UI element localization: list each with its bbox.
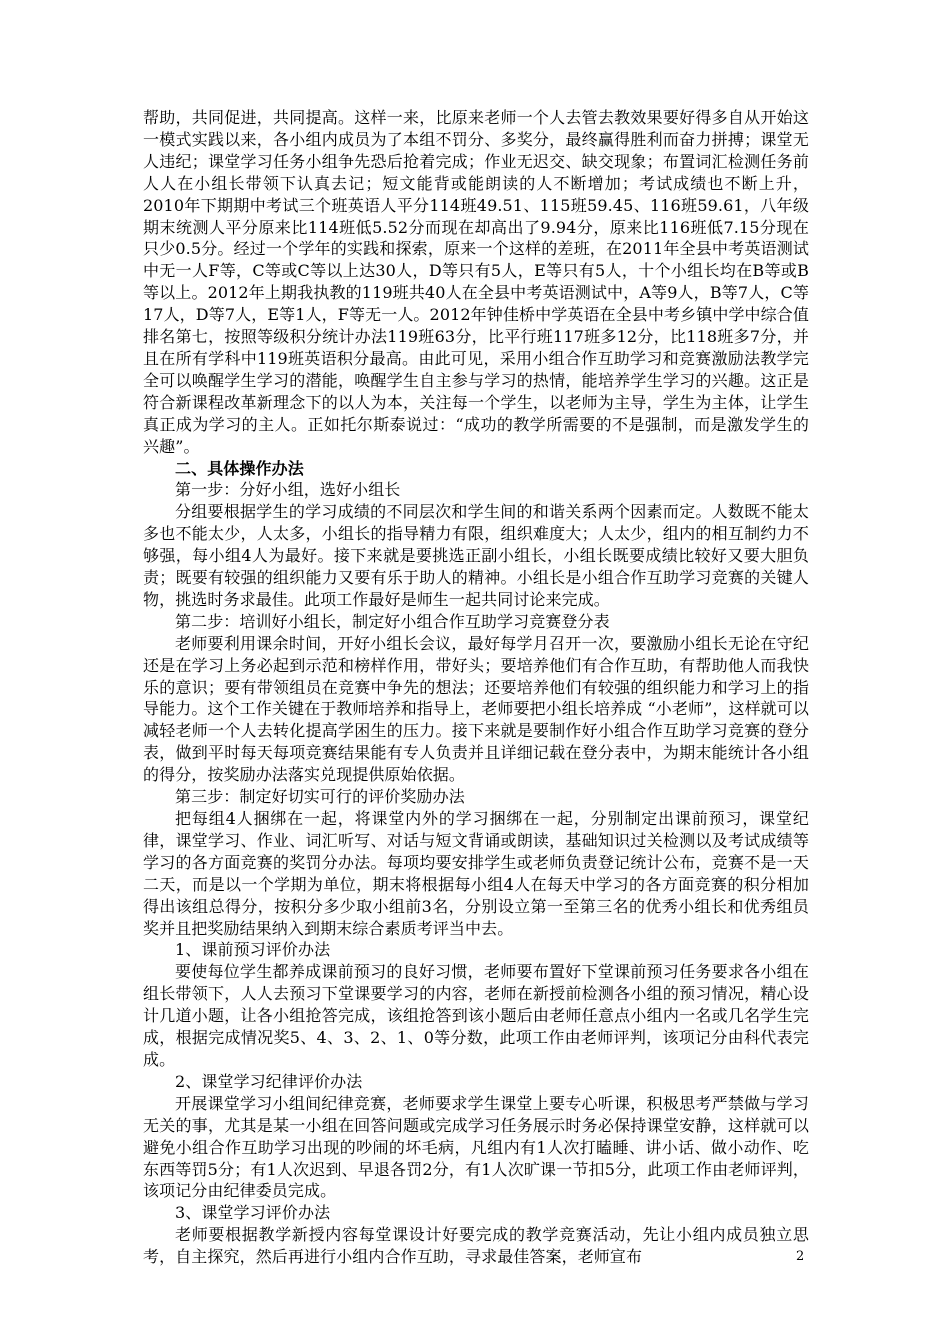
- body-paragraph: 帮助，共同促进，共同提高。这样一来，比原来老师一个人去管去教效果要好得多自从开始这一模式实践以来，各小组内成员为了本组不罚分、多奖分，最终赢得胜利而奋力拼搏；课堂无人违纪；课堂学习任务小组争先恐后抢着完成；作业无迟交、缺交现象；布置词汇检测任务前人人在小组长带领下认真去记；短文能背或能朗读的人不断增加；考试成绩也不断上升，2010年下期期中考试三个班英语人平分114班49.51、115班59.45、116班59.61，八年级期末统测人平分原来比114班低5.52分而现在却高出了9.94分，原来比116班低7.15分现在只少0.5分。经过一个学年的实践和探索，原来一个这样的差班，在2011年全县中考英语测试中无一人F等，C等或C等以上达30人，D等只有5人，E等只有5人，十个小组长均在B等或B等以上。2012年上期我执教的119班共40人在全县中考英语测试中，A等9人，B等7人，C等17人，D等7人，E等1人，F等无一人。2012年钟佳桥中学英语在全县中考乡镇中学中综合值排名第七，按照等级积分统计办法119班63分，比平行班117班多12分，比118班多7分，并且在所有学科中119班英语积分最高。由此可见，采用小组合作互助学习和竞赛激励法教学完全可以唤醒学生学习的潜能，唤醒学生自主参与学习的热情，能培养学生学习的兴趣。这正是符合新课程改革新理念下的以人为本，关注每一个学生，以老师为主导，学生为主体，让学生真正成为学习的主人。正如托尔斯泰说过：“成功的教学所需要的不是强制，而是激发学生的兴趣”。: [143, 108, 809, 456]
- step-heading: 第二步：培训好小组长，制定好小组合作互助学习竞赛登分表: [175, 611, 610, 631]
- page-number: 2: [796, 1249, 805, 1264]
- step-heading: 第三步：制定好切实可行的评价奖励办法: [175, 787, 465, 807]
- subsection-heading: 1、课前预习评价办法: [175, 940, 331, 960]
- subsection-heading: 3、课堂学习评价办法: [175, 1203, 331, 1223]
- step-heading: 第一步：分好小组，选好小组长: [175, 480, 401, 500]
- body-paragraph: 分组要根据学生的学习成绩的不同层次和学生间的和谐关系两个因素而定。人数既不能太多也不能太少，人太多，小组长的指导精力有限，组织难度大；人太少，组内的相互制约力不够强，每小组4人为最好。接下来就是要挑选正副小组长，小组长既要成绩比较好又要大胆负责；既要有较强的组织能力又要有乐于助人的精神。小组长是小组合作互助学习竞赛的关键人物，挑选时务求最佳。此项工作最好是师生一起共同讨论来完成。: [143, 502, 809, 609]
- body-paragraph: 把每组4人捆绑在一起，将课堂内外的学习捆绑在一起，分别制定出课前预习，课堂纪律，课堂学习、作业、词汇听写、对话与短文背诵或朗读，基础知识过关检测以及考试成绩等学习的各方面竞赛的奖罚分办法。每项均要安排学生或老师负责登记统计公布，竞赛不是一天二天，而是以一个学期为单位，期末将根据每小组4人在每天中学习的各方面竞赛的积分相加得出该组总得分，按积分多少取小组前3名，分别设立第一至第三名的优秀小组长和优秀组员奖并且把奖励结果纳入到期末综合素质考评当中去。: [143, 809, 809, 938]
- document-body: [143, 107, 809, 1268]
- section-heading: 二、具体操作办法: [175, 458, 304, 478]
- body-paragraph: 开展课堂学习小组间纪律竞赛，老师要求学生课堂上要专心听课，积极思考严禁做与学习无关的事，尤其是某一小组在回答问题或完成学习任务展示时务必保持课堂安静，这样就可以避免小组合作互助学习出现的吵闹的坏毛病，凡组内有1人次打瞌睡、讲小话、做小动作、吃东西等罚5分；有1人次迟到、早退各罚2分，有1人次旷课一节扣5分，此项工作由老师评判，该项记分由纪律委员完成。: [143, 1093, 809, 1201]
- body-paragraph: 要使每位学生都养成课前预习的良好习惯，老师要布置好下堂课前预习任务要求各小组在组长带领下，人人去预习下堂课要学习的内容，老师在新授前检测各小组的预习情况，精心设计几道小题，让各小组抢答完成，该组抢答到该小题后由老师任意点小组内一名或几名学生完成，根据完成情况奖5、4、3、2、1、0等分数，此项工作由老师评判，该项记分由科代表完成。: [143, 962, 809, 1069]
- subsection-heading: 2、课堂学习纪律评价办法: [175, 1071, 363, 1091]
- body-paragraph: 老师要根据教学新授内容每堂课设计好要完成的教学竞赛活动，先让小组内成员独立思考，自主探究，然后再进行小组内合作互助，寻求最佳答案，老师宣布: [143, 1225, 809, 1267]
- body-paragraph: 老师要利用课余时间，开好小组长会议，最好每学月召开一次，要激励小组长无论在守纪还是在学习上务必起到示范和榜样作用，带好头；要培养他们有合作互助，有帮助他人而我快乐的意识；要有带领组员在竞赛中争先的想法；还要培养他们有较强的组织能力和学习上的指导能力。这个工作关键在于教师培养和指导上，老师要把小组长培养成 “小老师”，这样就可以减轻老师一个人去转化提高学困生的压力。接下来就是要制作好小组合作互助学习竞赛的登分表，做到平时每天每项竞赛结果能有专人负责并且详细记载在登分表中，为期末能统计各小组的得分，按奖励办法落实兑现提供原始依据。: [143, 633, 809, 785]
